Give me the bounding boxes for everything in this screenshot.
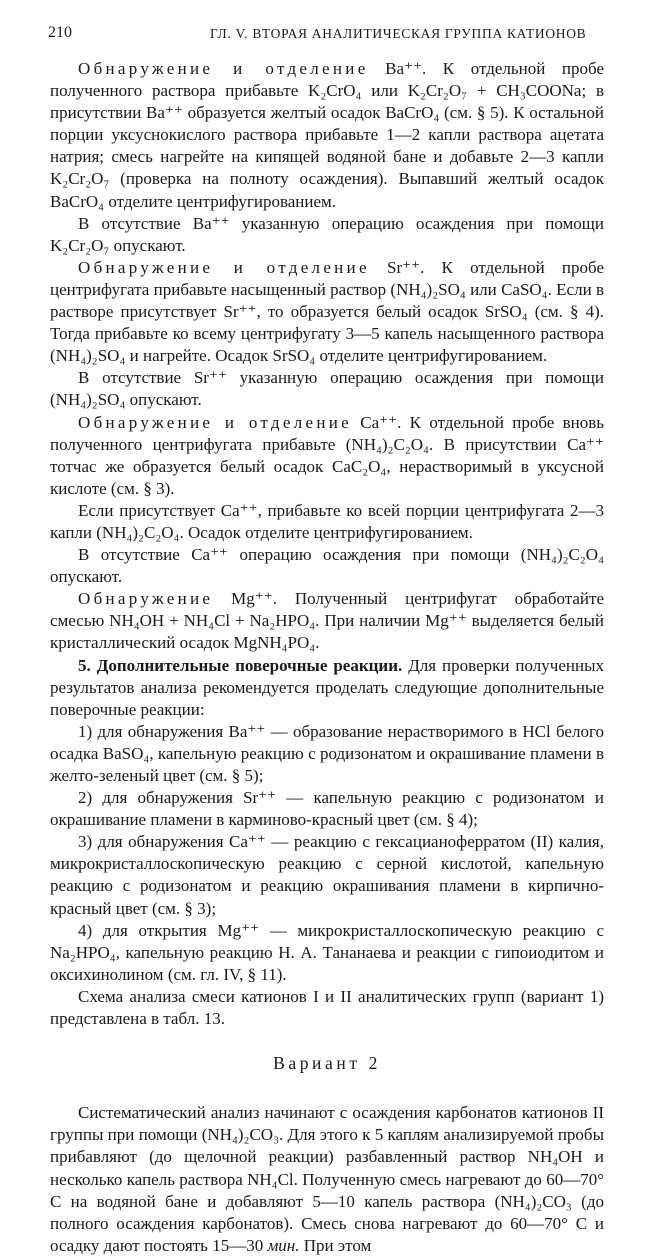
paragraph-scheme-reference: Схема анализа смеси катионов I и II аналитических групп (вариант 1) представлена в табл. 13.	[50, 986, 604, 1029]
paragraph-ca-detection: Обнаружение и отделение Ca⁺⁺. К отдельной пробе вновь полученного центрифугата прибавьте (NH₄)₂C₂O₄. В присутствии Ca⁺⁺ тотчас же образуется белый осадок CaC₂O₄, нерастворимый в уксусной кислоте (см. § 3).	[50, 412, 605, 498]
paragraph-ca-absence: В отсутствие Ca⁺⁺ операцию осаждения при помощи (NH₄)₂C₂O₄ опускают.	[50, 545, 604, 587]
bold-heading: 5. Дополнительные поверочные реакции.	[78, 655, 403, 675]
list-item-sr: 2) для обнаружения Sr⁺⁺ — капельную реакцию с родизонатом и окрашивание пламени в карминово-красный цвет (см. § 4);	[50, 788, 604, 830]
running-header	[48, 22, 604, 46]
unit-minutes: мин.	[267, 1235, 300, 1255]
paragraph-mg-detection: Обнаружение Mg⁺⁺. Полученный центрифугат обработайте смесью NH₄OH + NH₄Cl + Na₂HPO₄. При наличии Mg⁺⁺ выделяется белый кристаллический осадок MgNH₄PO₄.	[50, 589, 604, 653]
spaced-heading: Обнаружение и отделение	[78, 412, 352, 432]
paragraph-ca-present: Если присутствует Ca⁺⁺, прибавьте ко всей порции центрифугата 2—3 капли (NH₄)₂C₂O₄. Осадок отделите центрифугированием.	[50, 500, 604, 542]
paragraph-ba-detection: Обнаружение и отделение Ba⁺⁺. К отдельной пробе полученного раствора прибавьте K₂CrO₄ или K₂Cr₂O₇ + CH₃COONa; в присутствии Ba⁺⁺ образуется желтый осадок BaCrO₄ (см. § 5). К остальной порции уксуснокислого раствора прибавьте 1—2 капли раствора ацетата натрия; смесь нагрейте на кипящей водяной бане и добавьте 2—3 капли K₂Cr₂O₇ (проверка на полноту осаждения). Выпавший желтый осадок BaCrO₄ отделите центрифугированием.	[50, 59, 604, 211]
chapter-title: ГЛ. V. ВТОРАЯ АНАЛИТИЧЕСКАЯ ГРУППА КАТИОНОВ	[210, 26, 587, 41]
section-heading-variant-2: Вариант 2	[273, 1053, 381, 1074]
spaced-heading: Обнаружение и отделение	[78, 59, 369, 78]
list-item-ca: 3) для обнаружения Ca⁺⁺ — реакцию с гексацианоферратом (II) калия, микрокристаллоскопическую реакцию с серной кислотой, капельную реакцию с родизонатом и реакцию окрашивания пламени в кирпично-красный цвет (см. § 3);	[50, 832, 604, 918]
paragraph-systematic-analysis: Систематический анализ начинают с осаждения карбонатов катионов II группы при помощи (NH₄)₂CO₃. Для этого к 5 каплям анализируемой пробы прибавляют (до щелочной реакции) разбавленный раствор NH₄OH и несколько капель раствора NH₄Cl. Полученную смесь нагревают до 60—70° C на водяной бане и добавляют 5—10 капель раствора (NH₄)₂CO₃ (до полного осаждения карбонатов). Смесь снова нагревают до 60—70° C и осадку дают постоять 15—30 мин. При этом	[50, 1103, 604, 1255]
page-number: 210	[48, 24, 72, 41]
spaced-heading: Обнаружение и отделение	[78, 257, 370, 277]
spaced-heading: Обнаружение	[78, 589, 214, 609]
paragraph-sr-detection: Обнаружение и отделение Sr⁺⁺. К отдельной пробе центрифугата прибавьте насыщенный раствор (NH₄)₂SO₄ или CaSO₄. Если в растворе присутствует Sr⁺⁺, то образуется белый осадок SrSO₄ (см. § 4). Тогда прибавьте ко всему центрифугату 3—5 капель насыщенного раствора (NH₄)₂SO₄ и нагрейте. Осадок SrSO₄ отделите центрифугированием.	[50, 257, 605, 366]
list-item-ba: 1) для обнаружения Ba⁺⁺ — образование нерастворимого в HCl белого осадка BaSO₄, капельную реакцию с родизонатом и окрашивание пламени в желто-зеленый цвет (см. § 5);	[50, 721, 604, 785]
paragraph-sr-absence: В отсутствие Sr⁺⁺ указанную операцию осаждения при помощи (NH₄)₂SO₄ опускают.	[50, 368, 604, 410]
page-body	[50, 58, 604, 1257]
paragraph-ba-absence: В отсутствие Ba⁺⁺ указанную операцию осаждения при помощи K₂Cr₂O₇ опускают.	[50, 213, 604, 255]
paragraph-additional-reactions: 5. Дополнительные поверочные реакции. Для проверки полученных результатов анализа рекомендуется проделать следующие дополнительные поверочные реакции:	[50, 655, 604, 719]
list-item-mg: 4) для открытия Mg⁺⁺ — микрокристаллоскопическую реакцию с Na₂HPO₄, капельную реакцию Н. А. Тананаева и реакции с гипоиодитом и оксихинолином (см. гл. IV, § 11).	[50, 920, 604, 984]
